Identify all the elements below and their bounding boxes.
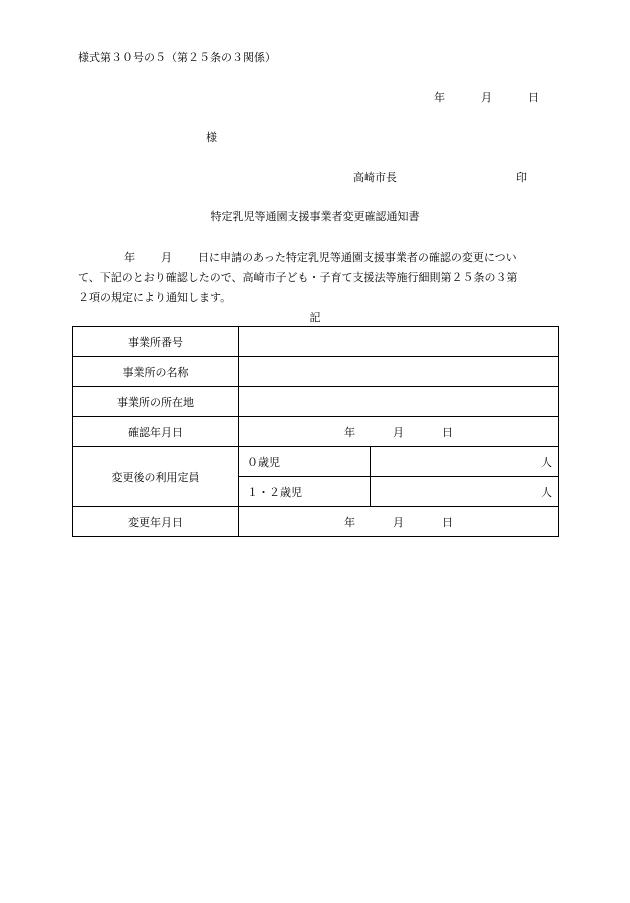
age12-unit: 人 — [541, 485, 552, 499]
notice-line-3: ２項の規定により通知します。 — [78, 291, 232, 304]
info-table — [72, 326, 559, 537]
office-address-field[interactable] — [239, 387, 559, 417]
issuer-name: 高崎市長 — [353, 171, 397, 184]
confirm-date-label: 確認年月日 — [73, 417, 239, 447]
notice-line-1: 年 月 日に申請のあった特定乳児等通園支援事業者の確認の変更につい — [124, 251, 517, 264]
age0-unit: 人 — [541, 455, 552, 469]
confirm-date-year: 年 — [344, 425, 355, 439]
age0-field[interactable] — [371, 447, 559, 477]
confirm-date-day: 日 — [442, 425, 453, 439]
addressee: 様 — [206, 131, 217, 144]
office-name-field[interactable] — [239, 357, 559, 387]
age0-label: ０歳児 — [239, 447, 371, 477]
table-row — [73, 447, 559, 477]
change-date-year: 年 — [344, 515, 355, 529]
office-number-label: 事業所番号 — [73, 327, 239, 357]
capacity-label: 変更後の利用定員 — [73, 447, 239, 507]
age12-field[interactable] — [371, 477, 559, 507]
office-number-field[interactable] — [239, 327, 559, 357]
issue-date-day: 日 — [528, 91, 539, 104]
change-date-day: 日 — [442, 515, 453, 529]
table-row — [73, 387, 559, 417]
notice-line-2: て、下記のとおり確認したので、高崎市子ども・子育て支援法等施行細則第２５条の３第 — [78, 271, 518, 284]
issue-date-month: 月 — [481, 91, 492, 104]
office-name-label: 事業所の名称 — [73, 357, 239, 387]
issue-date — [434, 91, 539, 105]
office-address-label: 事業所の所在地 — [73, 387, 239, 417]
table-row — [73, 327, 559, 357]
notice-body — [78, 248, 558, 308]
table-row — [73, 417, 559, 447]
confirm-date-month: 月 — [393, 425, 404, 439]
table-row — [73, 357, 559, 387]
change-date-field[interactable] — [239, 507, 559, 537]
table-row — [73, 507, 559, 537]
change-date-label: 変更年月日 — [73, 507, 239, 537]
confirm-date-field[interactable] — [239, 417, 559, 447]
seal-mark: 印 — [516, 171, 527, 184]
form-number: 様式第３０号の５（第２５条の３関係） — [78, 51, 276, 64]
age12-label: １・２歳児 — [239, 477, 371, 507]
ki-heading: 記 — [309, 311, 321, 324]
change-date-month: 月 — [393, 515, 404, 529]
document-title: 特定乳児等通園支援事業者変更確認通知書 — [210, 210, 420, 223]
issue-date-year: 年 — [434, 91, 445, 104]
